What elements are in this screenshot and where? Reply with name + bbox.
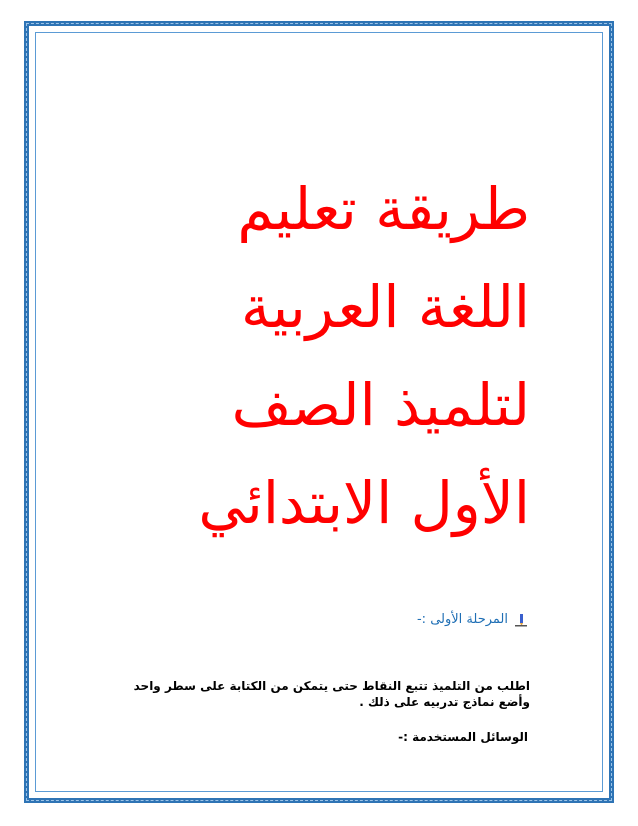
pencil-icon: [514, 613, 528, 627]
instruction-paragraph: اطلب من التلميذ تتبع النقاط حتى يتمكن من الكتابة على سطر واحد وأضع نماذج تدربيه على ذلك .: [133, 679, 530, 709]
section-heading: المرحلة الأولى :-: [416, 612, 508, 627]
title-line-1: طريقة تعليم: [237, 175, 530, 243]
title-line-4: الأول الابتدائي: [198, 469, 530, 537]
tools-heading: الوسائل المستخدمة :-: [398, 730, 528, 744]
document-title: [90, 160, 530, 552]
title-line-3: لتلميذ الصف: [231, 371, 530, 439]
title-line-2: اللغة العربية: [240, 273, 530, 341]
section-heading-row: [417, 612, 528, 627]
